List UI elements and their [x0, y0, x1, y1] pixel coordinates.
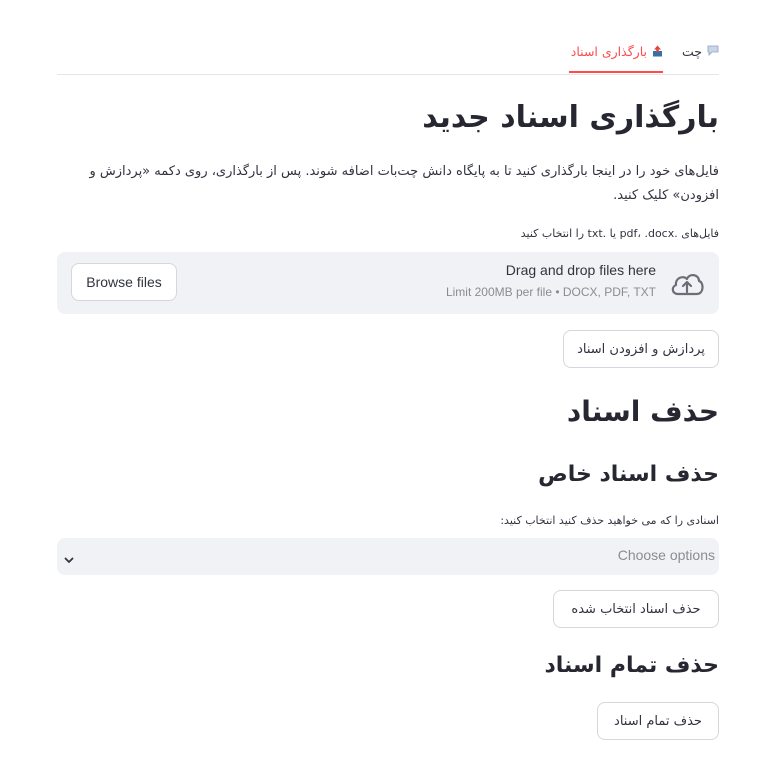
document-upload-icon	[652, 45, 663, 59]
tab-upload-label: بارگذاری اسناد	[570, 44, 647, 59]
upload-section-title: بارگذاری اسناد جدید	[422, 100, 719, 135]
delete-section-title: حذف اسناد	[566, 395, 719, 428]
tab-bar	[57, 30, 719, 75]
browse-files-button[interactable]: Browse files	[71, 263, 177, 301]
delete-select-label: اسنادی را که می خواهید حذف کنید انتخاب کنید:	[500, 514, 719, 527]
chat-bubble-icon	[707, 45, 719, 58]
tab-chat[interactable]	[682, 44, 719, 59]
delete-all-title: حذف تمام اسناد	[544, 653, 719, 678]
multiselect-placeholder: Choose options	[617, 547, 715, 563]
file-uploader-label: فایل‌های .pdf، .docx یا .txt را انتخاب کنید	[520, 227, 719, 240]
upload-description: فایل‌های خود را در اینجا بارگذاری کنید تا به پایگاه دانش چت‌بات اضافه شوند. پس از بارگذاری، روی دکمه «پردازش و افزودن» کلیک کنید.	[89, 164, 719, 203]
active-tab-indicator	[569, 71, 663, 73]
dropzone-limit-text: Limit 200MB per file • DOCX, PDF, TXT	[445, 285, 656, 299]
delete-selected-button[interactable]: حذف اسناد انتخاب شده	[553, 590, 719, 628]
tab-upload-documents[interactable]	[571, 44, 663, 59]
documents-multiselect[interactable]	[57, 538, 719, 575]
delete-specific-title: حذف اسناد خاص	[538, 462, 719, 487]
tab-chat-label: چت	[681, 44, 702, 59]
process-and-add-button[interactable]: پردازش و افزودن اسناد	[563, 330, 719, 368]
chevron-down-icon[interactable]	[63, 551, 75, 563]
dropzone-title: Drag and drop files here	[505, 262, 656, 278]
file-dropzone[interactable]	[57, 252, 719, 314]
delete-all-button[interactable]: حذف تمام اسناد	[597, 702, 719, 740]
cloud-upload-icon	[669, 268, 705, 298]
